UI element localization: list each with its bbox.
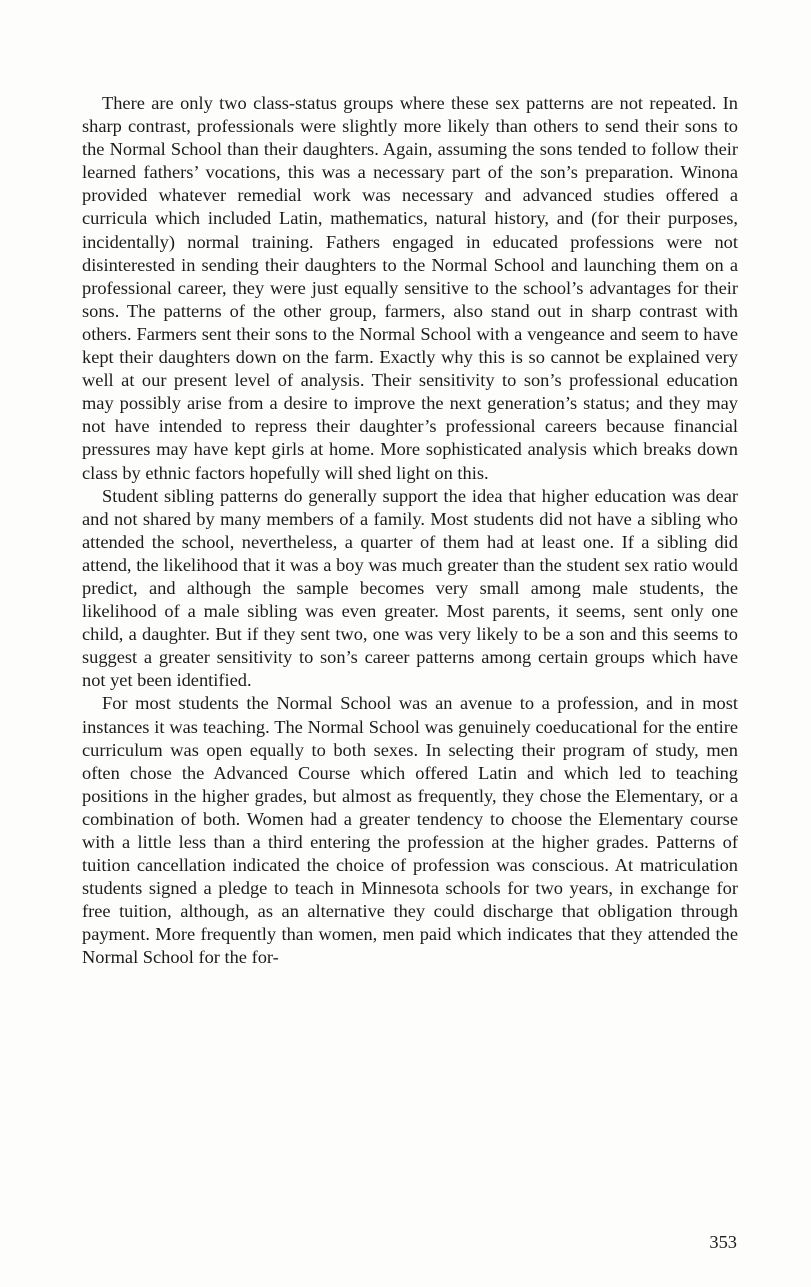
paragraph-profession: For most students the Normal School was an avenue to a profession, and in most instances it was teaching. The Normal School was genuinely coeducational for the entire curriculum was open equally to both sexes. In selecting their program of study, men often chose the Advanced Course which offered Latin and which led to teaching positions in the higher grades, but almost as frequently, they chose the Elementary, or a combination of both. Women had a greater tendency to choose the Elementary course with a little less than a third entering the profession at the higher grades. Patterns of tuition cancellation indicated the choice of profession was conscious. At matriculation students signed a pledge to teach in Minnesota schools for two years, in exchange for free tuition, although, as an alternative they could discharge that obligation through payment. More frequently than women, men paid which indicates that they attended the Normal School for the for- (82, 693, 738, 968)
page-number: 353 (709, 1232, 737, 1252)
paragraph-sibling-patterns: Student sibling patterns do generally support the idea that higher education was dear and not shared by many members of a family. Most students did not have a sibling who attended the school, nevertheless, a quarter of them had at least one. If a sibling did attend, the likelihood that it was a boy was much greater than the student sex ratio would predict, and although the sample becomes very small among male students, the likelihood of a male sibling was even greater. Most parents, it seems, sent only one child, a daughter. But if they sent two, one was very likely to be a son and this seems to suggest a greater sensitivity to son’s career patterns among certain groups which have not yet been identified. (82, 485, 738, 691)
page-body (82, 92, 738, 970)
paragraph-class-status: There are only two class-status groups where these sex patterns are not repeated. In sharp contrast, professionals were slightly more likely than others to send their sons to the Normal School than their daughters. Again, assuming the sons tended to follow their learned fathers’ vocations, this was a necessary part of the son’s preparation. Winona provided whatever remedial work was necessary and advanced studies offered a curricula which included Latin, mathematics, natural history, and (for their purposes, incidentally) normal training. Fathers engaged in educated professions were not disinterested in sending their daughters to the Normal School and launching them on a professional career, they were just equally sensitive to the school’s advantages for their sons. The patterns of the other group, farmers, also stand out in sharp contrast with others. Farmers sent their sons to the Normal School with a vengeance and seem to have kept their daughters down on the farm. Exactly why this is so cannot be explained very well at our present level of analysis. Their sensitivity to son’s professional education may possibly arise from a desire to improve the next generation’s status; and they may not have intended to repress their daughter’s professional careers because financial pressures may have kept girls at home. More sophisticated analysis which breaks down class by ethnic factors hopefully will shed light on this. (82, 93, 738, 483)
